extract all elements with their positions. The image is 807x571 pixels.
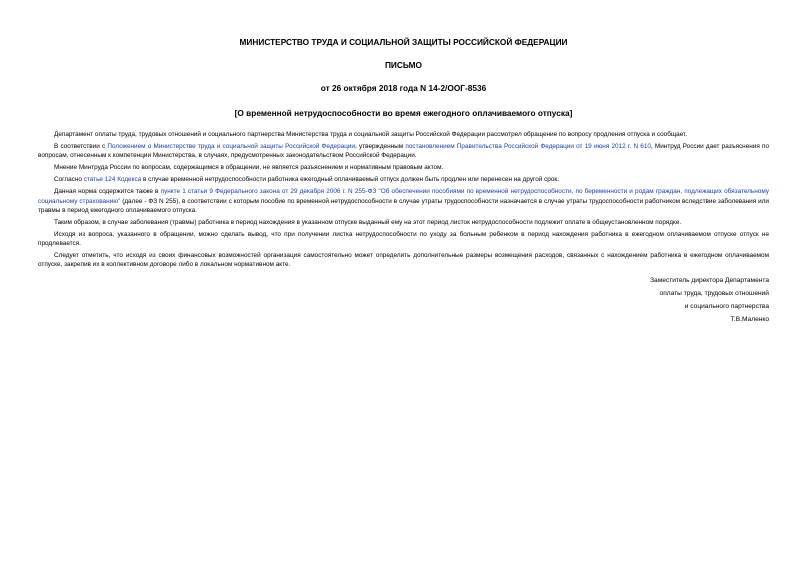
organization-heading: МИНИСТЕРСТВО ТРУДА И СОЦИАЛЬНОЙ ЗАЩИТЫ РОССИЙСКОЙ ФЕДЕРАЦИИ — [239, 37, 568, 47]
paragraph-3: Мнение Минтруда России по вопросам, содержащимся в обращении, не является разъяснением и нормативным правовым актом. — [54, 164, 444, 172]
signature-position-line-2: оплаты труда, трудовых отношений — [659, 290, 769, 298]
labor-code-article-link[interactable]: статье 124 Кодекса — [83, 176, 142, 184]
paragraph-1: Департамент оплаты труда, трудовых отношений и социального партнерства Министерства труда и социальной защиты Российской Федерации рассмотрел обращение по вопросу продления отпуска и сообщает. — [54, 131, 688, 138]
paragraph-8: Следует отметить, что исходя из своих финансовых возможностей организация самостоятельно может определить дополнительные размеры возмещения расходов, связанных с нахождением работника в ежегодном оплачиваемом отпуске, закрепив их в коллективном договоре либо в локальном нормативном акте. — [38, 252, 769, 269]
paragraph-4 — [38, 175, 769, 184]
document-body — [38, 130, 769, 269]
signatory-name: Т.В.Маленко — [730, 316, 769, 324]
government-decree-link[interactable]: постановлением Правительства Российской Федерации от 19 июня 2012 г. N 610 — [405, 143, 651, 151]
paragraph-4-text-1: Согласно — [54, 176, 84, 184]
document-date: от 26 октября 2018 года N 14-2/ООГ-8536 — [320, 83, 487, 93]
regulation-link[interactable]: Положением о Министерстве труда и социальной защиты Российской Федерации — [107, 143, 356, 151]
federal-law-link[interactable]: пункте 1 статьи 9 Федерального закона от 29 декабря 2006 г. N 255-ФЗ "Об обеспечении пособиями по временной нетрудоспособности, по беременности и родам граждан, подлежащих обязательному социальному страхованию" — [38, 188, 769, 205]
paragraph-4-text-2: в случае временной нетрудоспособности работника ежегодный оплачиваемый отпуск должен быть продлен или перенесен на другой срок. — [141, 176, 559, 184]
paragraph-6: Таким образом, в случае заболевания (травмы) работника в период нахождения в указанном отпуске выданный ему на этот период листок нетрудоспособности подлежит оплате в общеустановленном порядке. — [54, 218, 682, 226]
signature-block — [38, 274, 769, 326]
paragraph-5-text-2: (далее - ФЗ N 255), в соответствии с которым пособие по временной нетрудоспособности в случае утраты трудоспособности назначается в случае утраты трудоспособности работником вследствие заболевания или травмы в период ежегодного оплачиваемого отпуска. — [38, 197, 769, 214]
paragraph-2 — [38, 142, 769, 160]
document-title: [О временной нетрудоспособности во время ежегодного оплачиваемого отпуска] — [234, 108, 573, 118]
paragraph-2-text-2: , утвержденным — [355, 143, 406, 151]
signature-position-line-1: Заместитель директора Департамента — [650, 277, 769, 285]
paragraph-5-text-1: Данная норма содержится также в — [54, 188, 161, 196]
document-type: ПИСЬМО — [384, 60, 423, 70]
paragraph-5 — [38, 187, 769, 214]
paragraph-2-text-1: В соответствии с — [54, 143, 108, 151]
paragraph-7: Исходя из вопроса, указанного в обращении, можно сделать вывод, что при получении листка нетрудоспособности по уходу за больным ребенком в период нахождения работника в ежегодном оплачиваемом отпуске отпуск не продлевается. — [38, 230, 769, 247]
paragraph-2-text-3: , Минтруд России дает разъяснения по вопросам, отнесенным к компетенции Министерства, в случаях, предусмотренных законодательством Российской Федерации. — [38, 143, 770, 160]
signature-position-line-3: и социального партнерства — [684, 303, 769, 311]
